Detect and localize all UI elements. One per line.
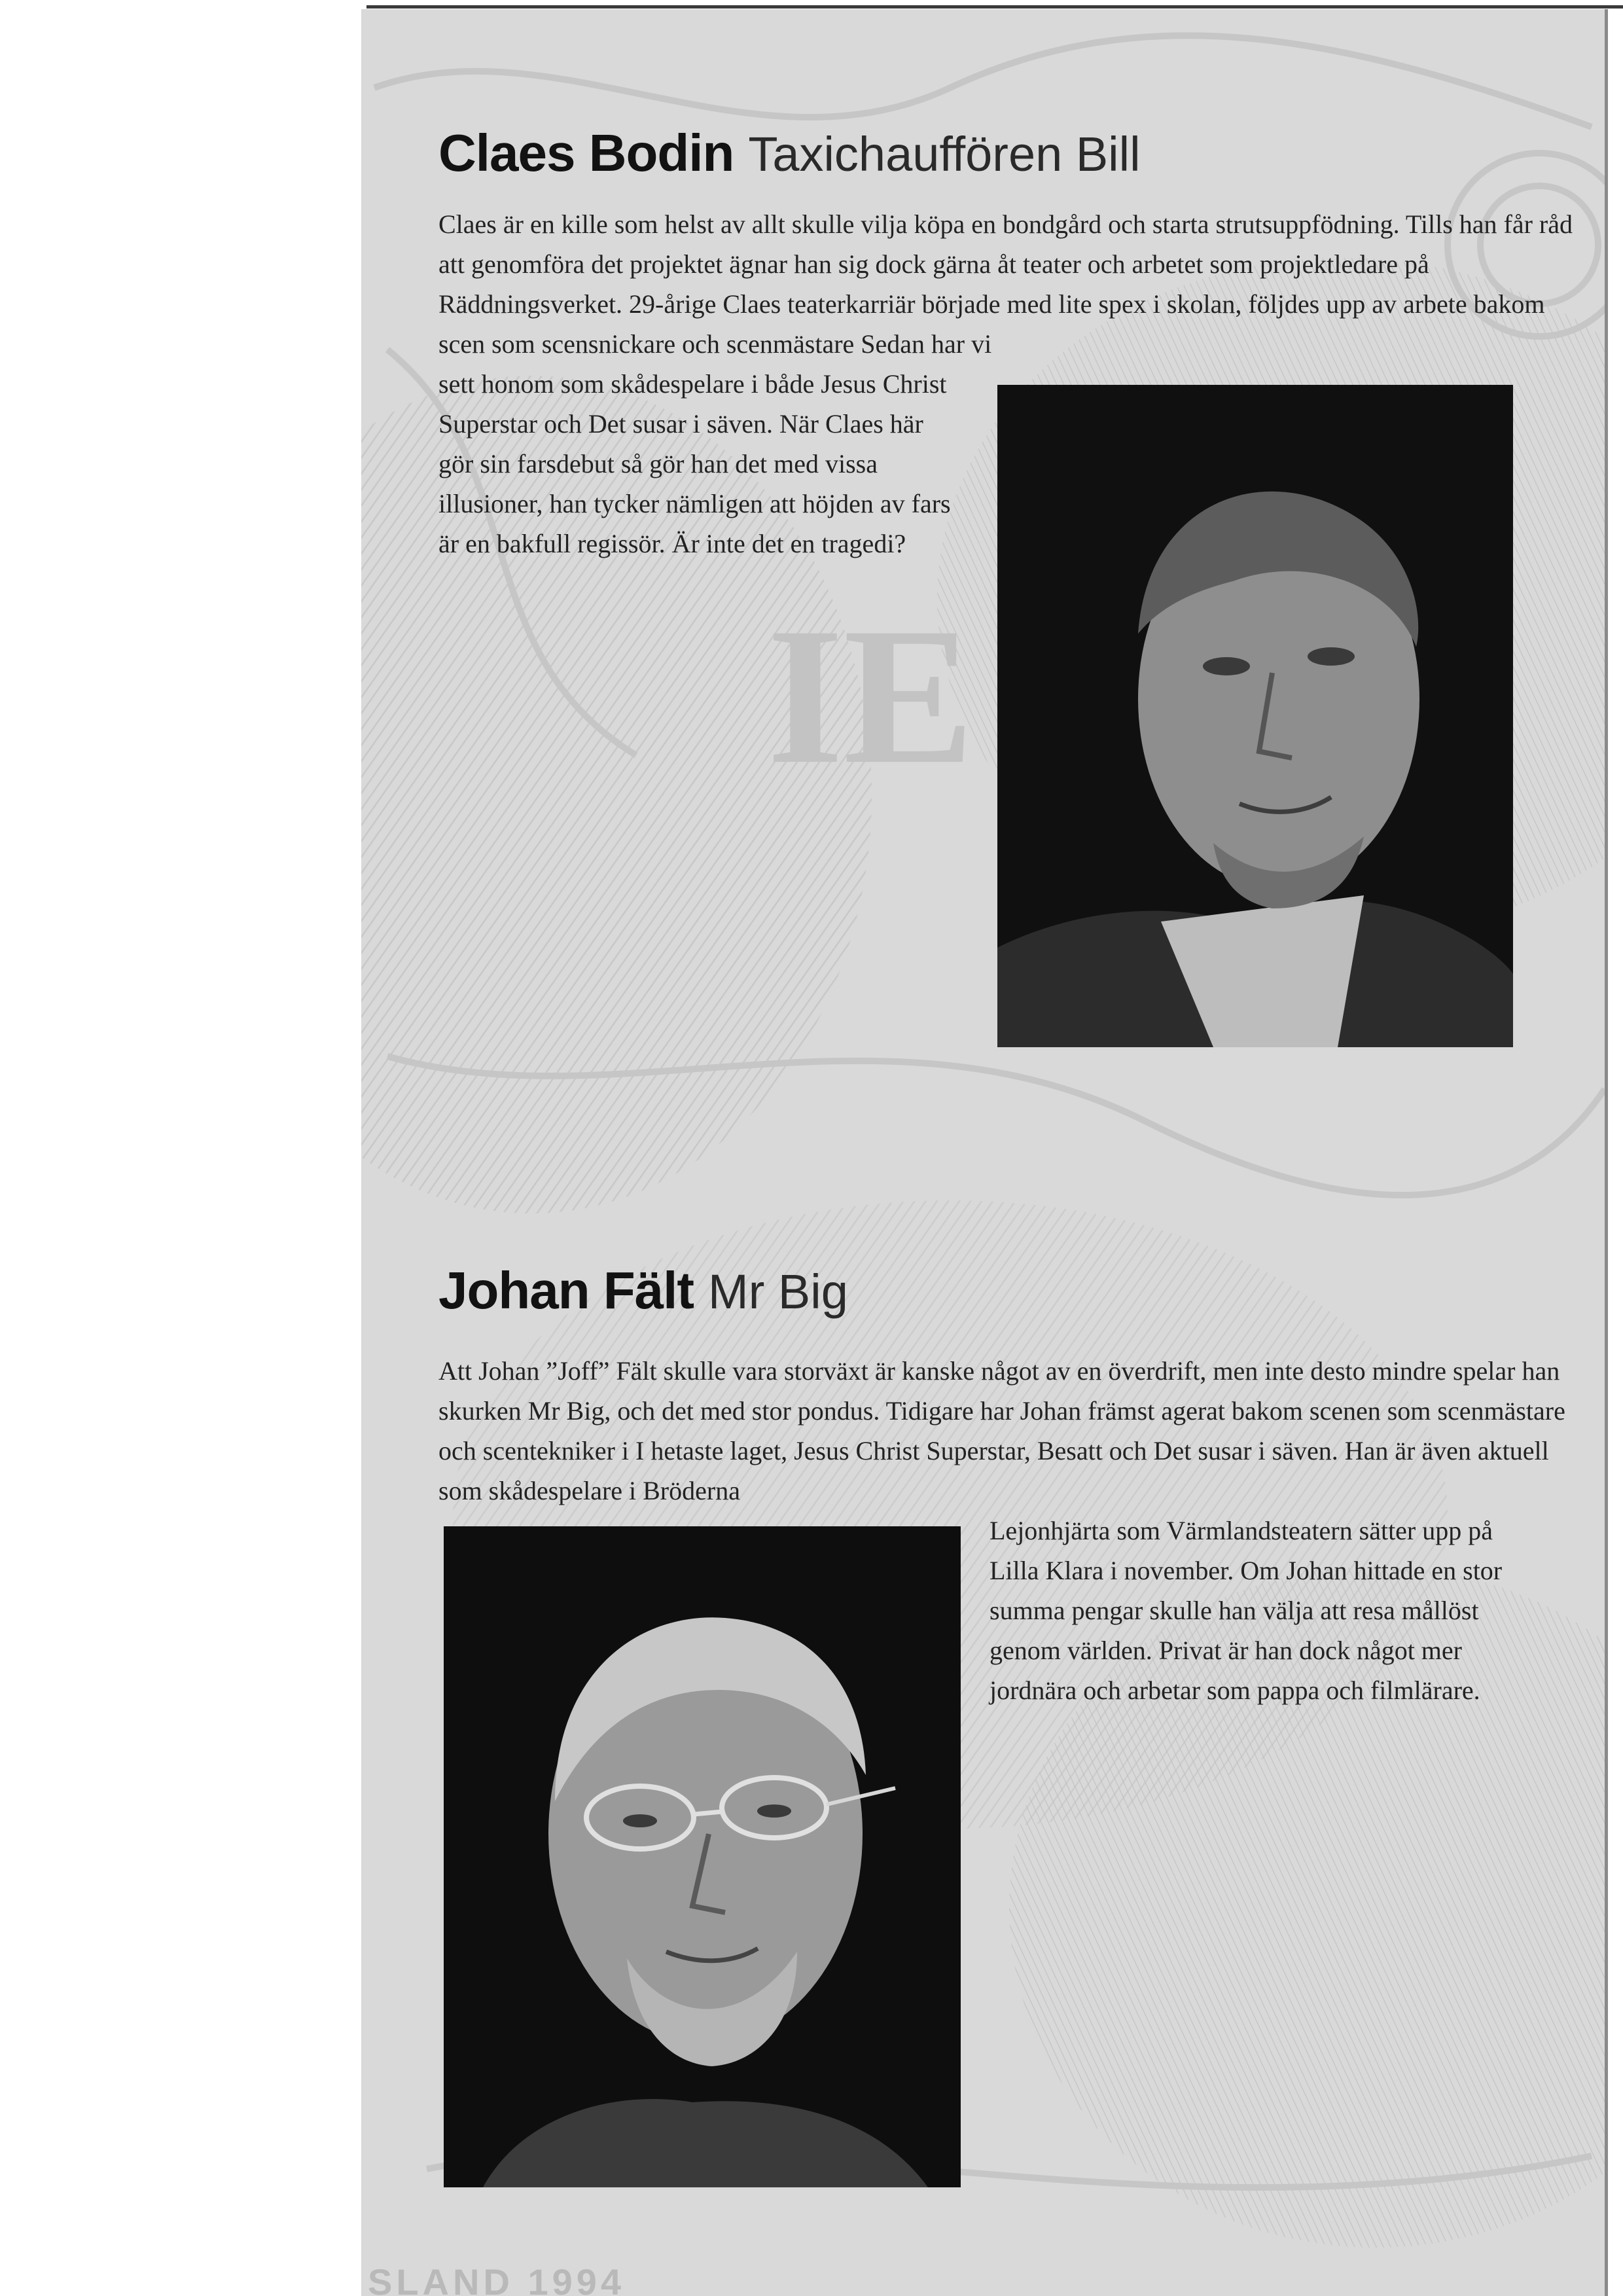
- cast-bio-continued: Lejonhjärta som Värmlandsteatern sätter upp på Lilla Klara i november. Om Johan hittade en stor summa pengar skulle han välja att resa mållöst genom världen. Privat är han dock något mer jordnära och arbetar som pappa och filmlärare.: [990, 1516, 1503, 1705]
- scan-edge: [366, 5, 1623, 9]
- cast-role: Mr Big: [708, 1265, 848, 1319]
- cast-name: Johan Fält: [438, 1261, 694, 1319]
- cast-bio-continued: sett honom som skådespelare i både Jesus Christ Superstar och Det susar i säven. När Claes här gör sin farsdebut så gör han det med vissa illusioner, han tycker nämligen att höjden av fars är en bakfull regissör. Är inte det en tragedi?: [438, 369, 951, 558]
- cast-bio-intro: Att Johan ”Joff” Fält skulle vara storväxt är kanske något av en överdrift, men inte desto mindre spelar han skurken Mr Big, och det med stor pondus. Tidigare har Johan främst agerat bakom scenen som scenmästare och scentekniker i I hetaste laget, Jesus Christ Superstar, Besatt och Det susar i säven. Han är även aktuell som skådespelare i Bröderna: [438, 1356, 1565, 1505]
- cast-role: Taxichauffören Bill: [748, 127, 1141, 181]
- svg-text:IE: IE: [767, 587, 974, 804]
- portrait-photo: [997, 385, 1513, 1047]
- program-page: [361, 9, 1608, 2296]
- cast-heading: [438, 1261, 848, 1319]
- page-edge: [1605, 9, 1608, 2296]
- cast-bio-intro: Claes är en kille som helst av allt skulle vilja köpa en bondgård och starta strutsuppfödning. Tills han får råd att genomföra det projektet ägnar han sig dock gärna åt teater och arbetet som projektledare på Räddningsverket. 29-årige Claes teaterkarriär började med lite spex i skolan, följdes upp av arbete bakom scen som scensnickare och scenmästare Sedan har vi: [438, 209, 1573, 359]
- cast-name: Claes Bodin: [438, 124, 734, 182]
- background-watermark-text: SLAND 1994: [368, 2261, 626, 2296]
- portrait-photo: [444, 1526, 961, 2187]
- cast-heading: [438, 124, 1141, 182]
